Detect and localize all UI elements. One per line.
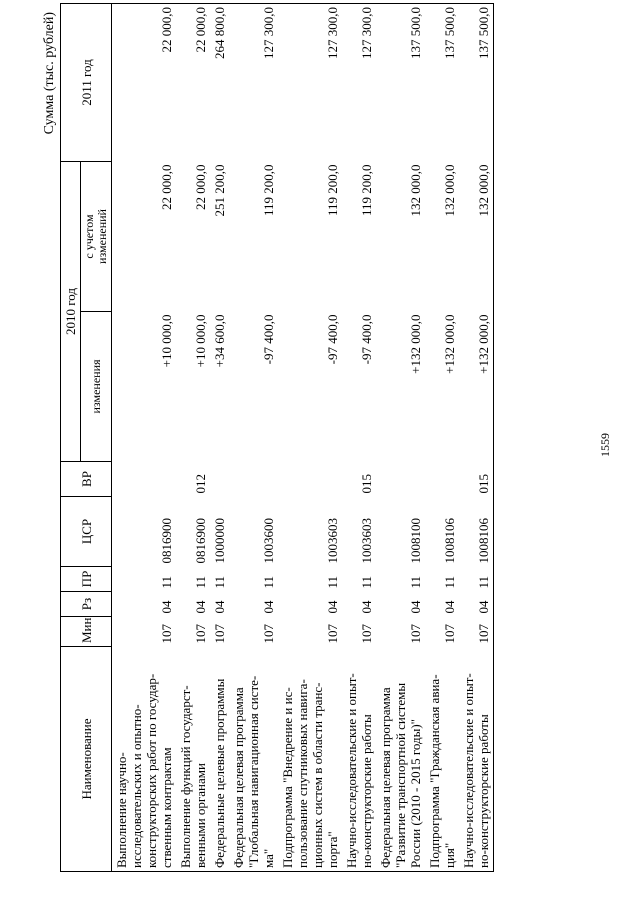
- row-2011: 22 000,0: [176, 4, 210, 162]
- row-min: 107: [159, 624, 174, 644]
- row-name-line: порта": [325, 831, 340, 868]
- row-change: +34 600,0: [212, 314, 227, 368]
- row-min: 107: [442, 624, 457, 644]
- row-pr: 11: [325, 575, 340, 589]
- row-name: [459, 647, 494, 872]
- header-csr: ЦСР: [61, 497, 112, 567]
- row-csr: 1008106: [459, 497, 494, 567]
- row-min: 107: [261, 624, 276, 644]
- row-vr: [229, 462, 278, 497]
- header-name: Наименование: [61, 647, 112, 872]
- row-pr: 11: [261, 575, 276, 589]
- row-rz: 04: [442, 600, 457, 614]
- row-name-line: венными органами: [193, 763, 208, 868]
- row-change: -97 400,0: [325, 314, 340, 365]
- row-name: [342, 647, 376, 872]
- budget-table: [60, 3, 494, 872]
- row-name-line: пользование спутниковых навига-: [295, 679, 310, 868]
- table-row: [112, 4, 177, 872]
- row-vr: 012: [193, 474, 208, 494]
- row-change: -97 400,0: [359, 314, 374, 365]
- row-min: 107: [325, 624, 340, 644]
- row-with-changes: 22 000,0: [193, 164, 208, 210]
- row-name-line: исследовательских и опытно-: [129, 704, 144, 868]
- row-change: -97 400,0: [261, 314, 276, 365]
- row-rz: 04: [261, 600, 276, 614]
- row-vr: 015: [359, 474, 374, 494]
- row-rz: 04: [408, 600, 423, 614]
- header-with-changes-line2: изменений: [95, 209, 109, 264]
- unit-caption: Сумма (тыс. рублей): [42, 12, 57, 135]
- row-min: 107: [408, 624, 423, 644]
- row-rz: 04: [193, 600, 208, 614]
- header-vr: ВР: [61, 462, 112, 497]
- row-name: [112, 647, 177, 872]
- row-with-changes: 132 000,0: [408, 164, 423, 217]
- row-pr: 11: [408, 575, 423, 589]
- row-rz: 04: [359, 600, 374, 614]
- table-row: [176, 4, 210, 872]
- row-name-line: Научно-исследовательские и опыт-: [344, 673, 359, 868]
- row-csr: 1003600: [261, 518, 276, 564]
- table-row: [210, 4, 229, 872]
- row-min: 107: [193, 624, 208, 644]
- table-row: [376, 4, 425, 872]
- row-name: [210, 647, 229, 872]
- row-name-line: Выполнение функций государст-: [178, 685, 193, 868]
- row-2011: 127 300,0: [229, 4, 278, 162]
- row-name-line: Федеральные целевые программы: [212, 678, 227, 868]
- row-vr: [278, 462, 342, 497]
- header-year-2011: 2011 год: [61, 4, 112, 162]
- row-name: [229, 647, 278, 872]
- row-name-line: Федеральная целевая программа: [378, 687, 393, 868]
- row-csr: 1008100: [408, 518, 423, 564]
- table-row: [278, 4, 342, 872]
- row-csr: 1003603: [359, 518, 374, 564]
- row-name-line: конструкторских работ по государ-: [144, 673, 159, 868]
- row-name-line: Выполнение научно-: [114, 752, 129, 868]
- header-min: Мин: [61, 617, 112, 647]
- table-body: [112, 4, 494, 872]
- row-name-line: но-конструкторские работы: [476, 714, 491, 868]
- row-name-line: Подпрограмма "Гражданская авиа-: [427, 674, 442, 868]
- row-rz: 04: [459, 592, 494, 617]
- row-csr: 0816900: [193, 518, 208, 564]
- row-pr: 11: [159, 575, 174, 589]
- row-with-changes: 132 000,0: [459, 162, 494, 312]
- row-vr: 015: [459, 462, 494, 497]
- header-year-2010: 2010 год: [61, 162, 81, 462]
- header-rz: Рз: [61, 592, 112, 617]
- row-name-line: России (2010 - 2015 годы)": [408, 719, 423, 868]
- row-pr: 11: [212, 575, 227, 589]
- row-change: +10 000,0: [193, 314, 208, 368]
- row-2011: 137 500,0: [376, 4, 425, 162]
- row-name: [425, 647, 459, 872]
- row-2011: 137 500,0: [425, 4, 459, 162]
- row-csr: 0816900: [159, 518, 174, 564]
- row-name-line: ция": [442, 842, 457, 868]
- row-change: +132 000,0: [442, 314, 457, 374]
- row-2011: 127 300,0: [278, 4, 342, 162]
- row-change: +132 000,0: [459, 312, 494, 462]
- row-with-changes: 119 200,0: [359, 164, 374, 217]
- page-number: 1559: [598, 433, 612, 457]
- row-with-changes: 251 200,0: [212, 164, 227, 217]
- header-with-changes-line1: с учетом: [82, 214, 96, 259]
- row-name: [176, 647, 210, 872]
- row-rz: 04: [212, 600, 227, 614]
- row-name: [278, 647, 342, 872]
- table-row: [425, 4, 459, 872]
- row-min: 107: [459, 617, 494, 647]
- row-pr: 11: [459, 567, 494, 592]
- row-name-line: Подпрограмма "Внедрение и ис-: [280, 687, 295, 868]
- row-name-line: "Глобальная навигационная систе-: [246, 675, 261, 868]
- row-2011: 137 500,0: [459, 4, 494, 162]
- header-changes: изменения: [81, 312, 112, 462]
- row-vr: [425, 462, 459, 497]
- header-pr: ПР: [61, 567, 112, 592]
- row-2011: 264 800,0: [210, 4, 229, 162]
- row-name-line: "Развитие транспортной системы: [393, 682, 408, 868]
- row-vr: [210, 462, 229, 497]
- row-2011: 22 000,0: [112, 4, 177, 162]
- row-name-line: ственным контрактам: [159, 747, 174, 868]
- row-vr: [112, 462, 177, 497]
- row-name: [376, 647, 425, 872]
- row-name-line: но-конструкторские работы: [359, 714, 374, 868]
- row-name-line: Научно-исследовательские и опыт-: [461, 673, 476, 868]
- row-csr: 1008106: [442, 518, 457, 564]
- row-with-changes: 22 000,0: [159, 164, 174, 210]
- row-2011: 127 300,0: [342, 4, 376, 162]
- row-pr: 11: [442, 575, 457, 589]
- row-min: 107: [359, 624, 374, 644]
- row-change: +10 000,0: [159, 314, 174, 368]
- table-row: [229, 4, 278, 872]
- row-pr: 11: [193, 575, 208, 589]
- row-rz: 04: [159, 600, 174, 614]
- header-with-changes: [81, 162, 112, 312]
- table-row: [459, 4, 494, 872]
- row-min: 107: [212, 624, 227, 644]
- row-vr: [376, 462, 425, 497]
- row-csr: 1003603: [325, 518, 340, 564]
- row-with-changes: 132 000,0: [442, 164, 457, 217]
- header-row-1: [61, 4, 81, 872]
- row-name-line: ционных систем в области транс-: [310, 682, 325, 868]
- row-change: +132 000,0: [408, 314, 423, 374]
- row-name-line: ма": [261, 848, 276, 868]
- row-with-changes: 119 200,0: [261, 164, 276, 217]
- row-csr: 1000000: [212, 518, 227, 564]
- table-row: [342, 4, 376, 872]
- row-pr: 11: [359, 575, 374, 589]
- row-name-line: Федеральная целевая программа: [231, 687, 246, 868]
- row-rz: 04: [325, 600, 340, 614]
- row-with-changes: 119 200,0: [325, 164, 340, 217]
